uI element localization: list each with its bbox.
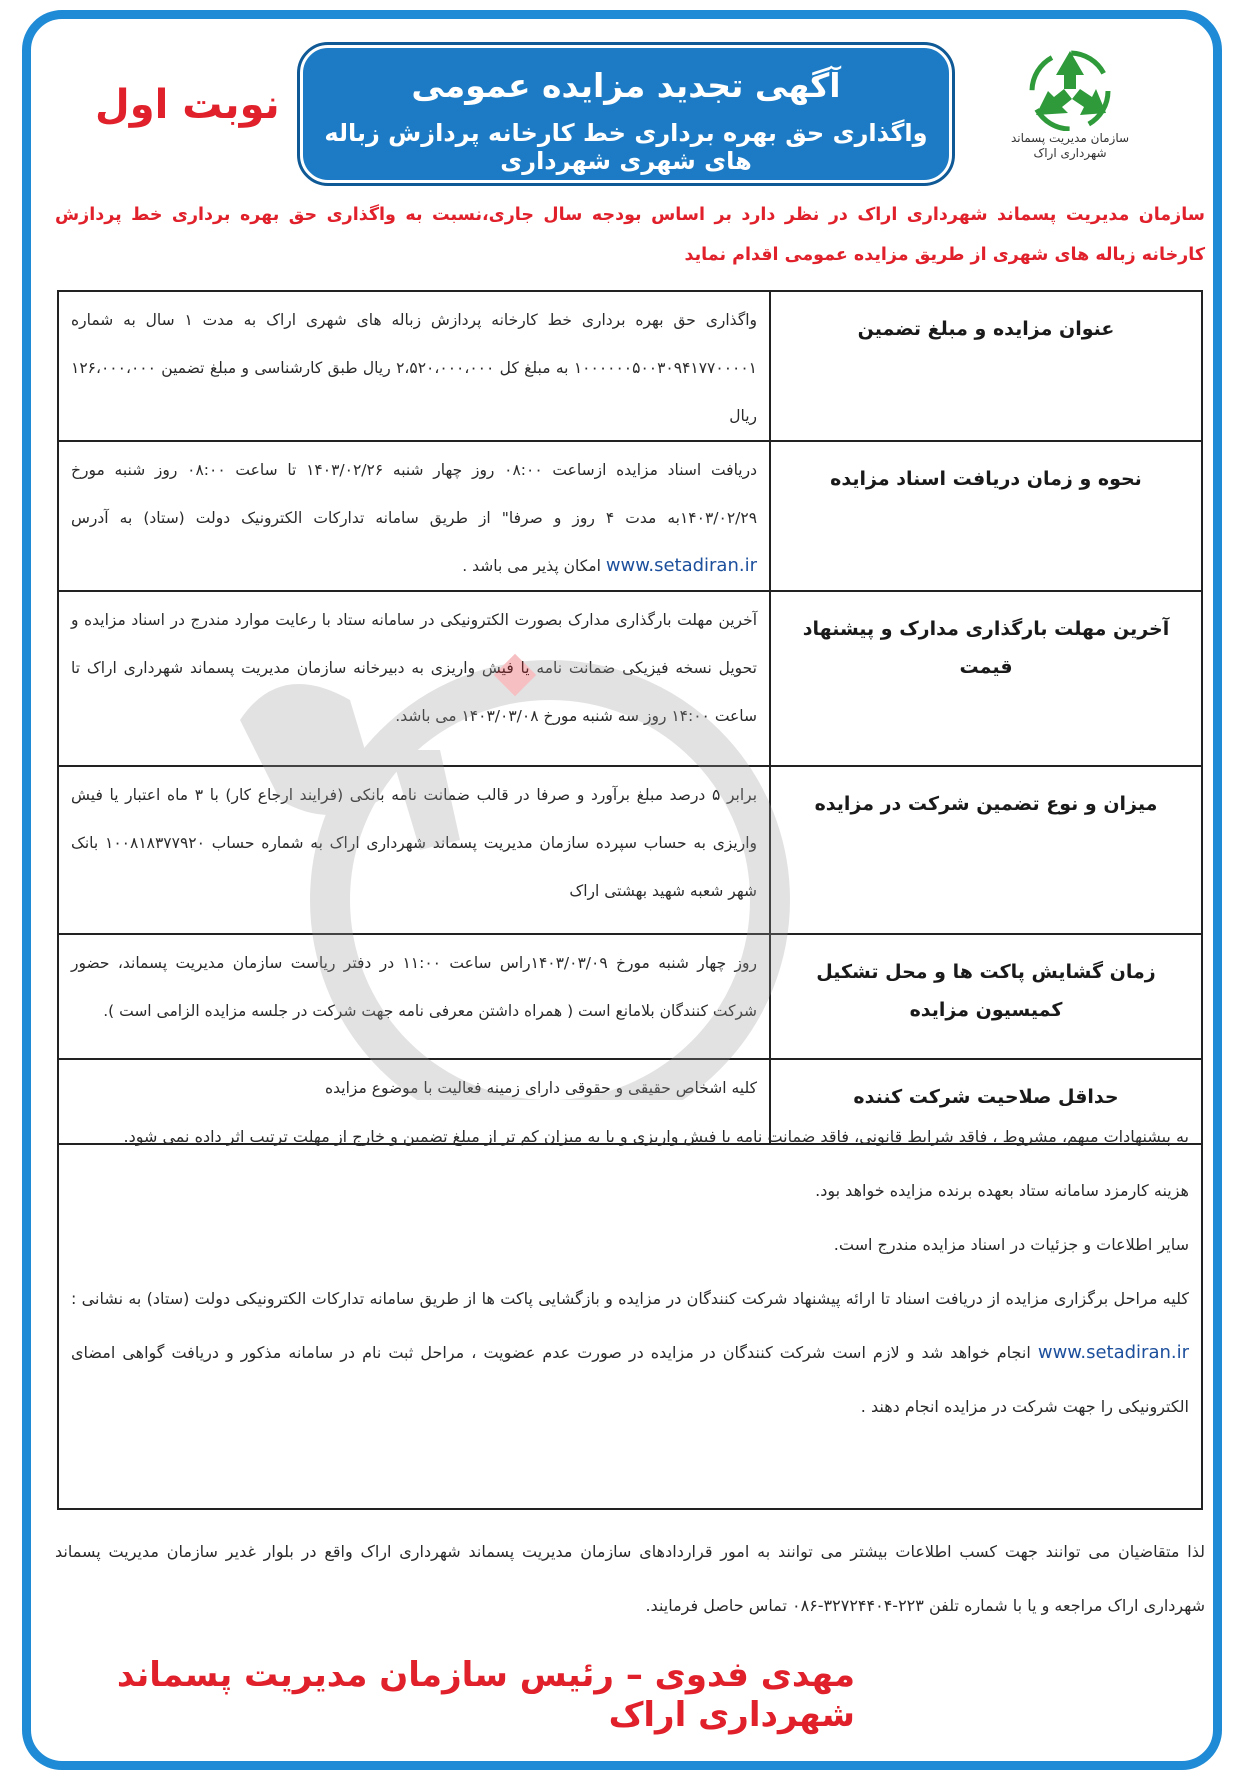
row-value: واگذاری حق بهره برداری خط کارخانه پردازش زباله های شهری اراک به مدت ۱ سال به شماره ۱۰۰۰۰۰۰۵۰۰۳۰۹۴۱۷۷۰۰۰۰۱ به مبلغ کل ۲،۵۲۰،۰۰۰،۰۰۰ ریال طبق کارشناسی و مبلغ تضمین ۱۲۶،۰۰۰،۰۰۰ ریال	[58, 291, 770, 441]
row-label: میزان و نوع تضمین شرکت در مزایده	[770, 766, 1202, 934]
intro-text: سازمان مدیریت پسماند شهرداری اراک در نظر دارد بر اساس بودجه سال جاری،نسبت به واگذاری حق بهره برداری خط پردازش کارخانه زباله های شهری از طریق مزایده عمومی اقدام نماید	[55, 205, 1205, 265]
row-label: عنوان مزایده و مبلغ تضمین	[770, 291, 1202, 441]
row-label: نحوه و زمان دریافت اسناد مزایده	[770, 441, 1202, 591]
row-value	[58, 441, 770, 591]
page-subtitle: واگذاری حق بهره برداری خط کارخانه پردازش زباله های شهری شهرداری	[324, 119, 928, 175]
title-banner	[300, 45, 952, 183]
notes-box	[57, 1110, 1203, 1510]
table-row	[58, 441, 1202, 591]
row-value: کلیه اشخاص حقیقی و حقوقی دارای زمینه فعالیت با موضوع مزایده	[58, 1059, 770, 1144]
row-value: روز چهار شنبه مورخ ۱۴۰۳/۰۳/۰۹راس ساعت ۱۱:۰۰ در دفتر ریاست سازمان مدیریت پسماند، حضور شرکت کنندگان بلامانع است ( همراه داشتن معرفی نامه جهت شرکت در جلسه مزایده الزامی است ).	[58, 934, 770, 1059]
note-paragraph: هزینه کارمزد سامانه ستاد بعهده برنده مزایده خواهد بود.	[815, 1181, 1189, 1200]
row-label: آخرین مهلت بارگذاری مدارک و پیشنهاد قیمت	[770, 591, 1202, 766]
recycle-icon	[1022, 45, 1118, 131]
note-paragraph	[71, 1272, 1189, 1434]
row-label: حداقل صلاحیت شرکت کننده	[770, 1059, 1202, 1144]
table-row	[58, 766, 1202, 934]
note-text: انجام خواهد شد و لازم است شرکت کنندگان در مزایده در صورت عدم عضویت ، مراحل ثبت نام در سامانه مذکور و دریافت گواهی امضای الکترونیکی را جهت شرکت در مزایده انجام دهند .	[71, 1343, 1189, 1416]
table-row	[58, 934, 1202, 1059]
table-row	[58, 591, 1202, 766]
signature: مهدی فدوی – رئیس سازمان مدیریت پسماند شهرداری اراک	[116, 1655, 855, 1735]
row-label: زمان گشایش پاکت ها و محل تشکیل کمیسیون مزایده	[770, 934, 1202, 1059]
setadiran-link[interactable]: www.setadiran.ir	[1037, 1342, 1190, 1363]
row-value-text: دریافت اسناد مزایده ازساعت ۰۸:۰۰ روز چهار شنبه ۱۴۰۳/۰۲/۲۶ تا ساعت ۰۸:۰۰ روز شنبه مورخ ۱۴۰۳/۰۲/۲۹به مدت ۴ روز و صرفا" از طریق سامانه تدارکات الکترونیک دولت (ستاد) به آدرس	[71, 461, 758, 527]
organization-logo	[995, 45, 1145, 180]
closing-text: لذا متقاضیان می توانند جهت کسب اطلاعات بیشتر می توانند به امور قراردادهای سازمان مدیریت پسماند شهرداری اراک واقع در بلوار غدیر سازمان مدیریت پسماند شهرداری اراک مراجعه و یا با شماره تلفن ۲۲۳-۳۲۷۲۴۴۰۴-۰۸۶ تماس حاصل فرمایند.	[55, 1542, 1205, 1615]
page-title: آگهی تجدید مزایده عمومی	[411, 66, 841, 105]
note-text: کلیه مراحل برگزاری مزایده از دریافت اسناد تا ارائه پیشنهاد شرکت کنندگان در مزایده و بازگشایی پاکت ها از طریق سامانه تدارکات الکترونیکی دولت (ستاد) به نشانی :	[71, 1289, 1189, 1308]
row-value: آخرین مهلت بارگذاری مدارک بصورت الکترونیکی در سامانه ستاد با رعایت موارد مندرج در اسناد مزایده و تحویل نسخه فیزیکی ضمانت نامه یا فیش واریزی به دبیرخانه سازمان مدیریت پسماند شهرداری اراک تا ساعت ۱۴:۰۰ روز سه شنبه مورخ ۱۴۰۳/۰۳/۰۸ می باشد.	[58, 591, 770, 766]
table-row	[58, 291, 1202, 441]
round-badge: نوبت اول	[95, 82, 280, 128]
note-paragraph: سایر اطلاعات و جزئیات در اسناد مزایده مندرج است.	[833, 1235, 1189, 1254]
auction-details-table	[57, 290, 1203, 1145]
logo-caption-2: شهرداری اراک	[1033, 146, 1107, 160]
setadiran-link[interactable]: www.setadiran.ir	[605, 555, 757, 576]
row-value: برابر ۵ درصد مبلغ برآورد و صرفا در قالب ضمانت نامه بانکی (فرایند ارجاع کار) با ۳ ماه اعتبار یا فیش واریزی به حساب سپرده سازمان مدیریت پسماند شهرداری اراک به شماره حساب ۱۰۰۸۱۸۳۷۷۹۲۰ بانک شهر شعبه شهید بهشتی اراک	[58, 766, 770, 934]
row-value-end: امکان پذیر می باشد .	[462, 557, 601, 575]
logo-caption-1: سازمان مدیریت پسماند	[1010, 131, 1130, 145]
note-paragraph: به پیشنهادات مبهم، مشروط ، فاقد شرایط قانونی، فاقد ضمانت نامه یا فیش واریزی و یا به میزان کم تر از مبلغ تضمین و خارج از مهلت ترتیب اثر داده نمی شود.	[123, 1127, 1189, 1146]
